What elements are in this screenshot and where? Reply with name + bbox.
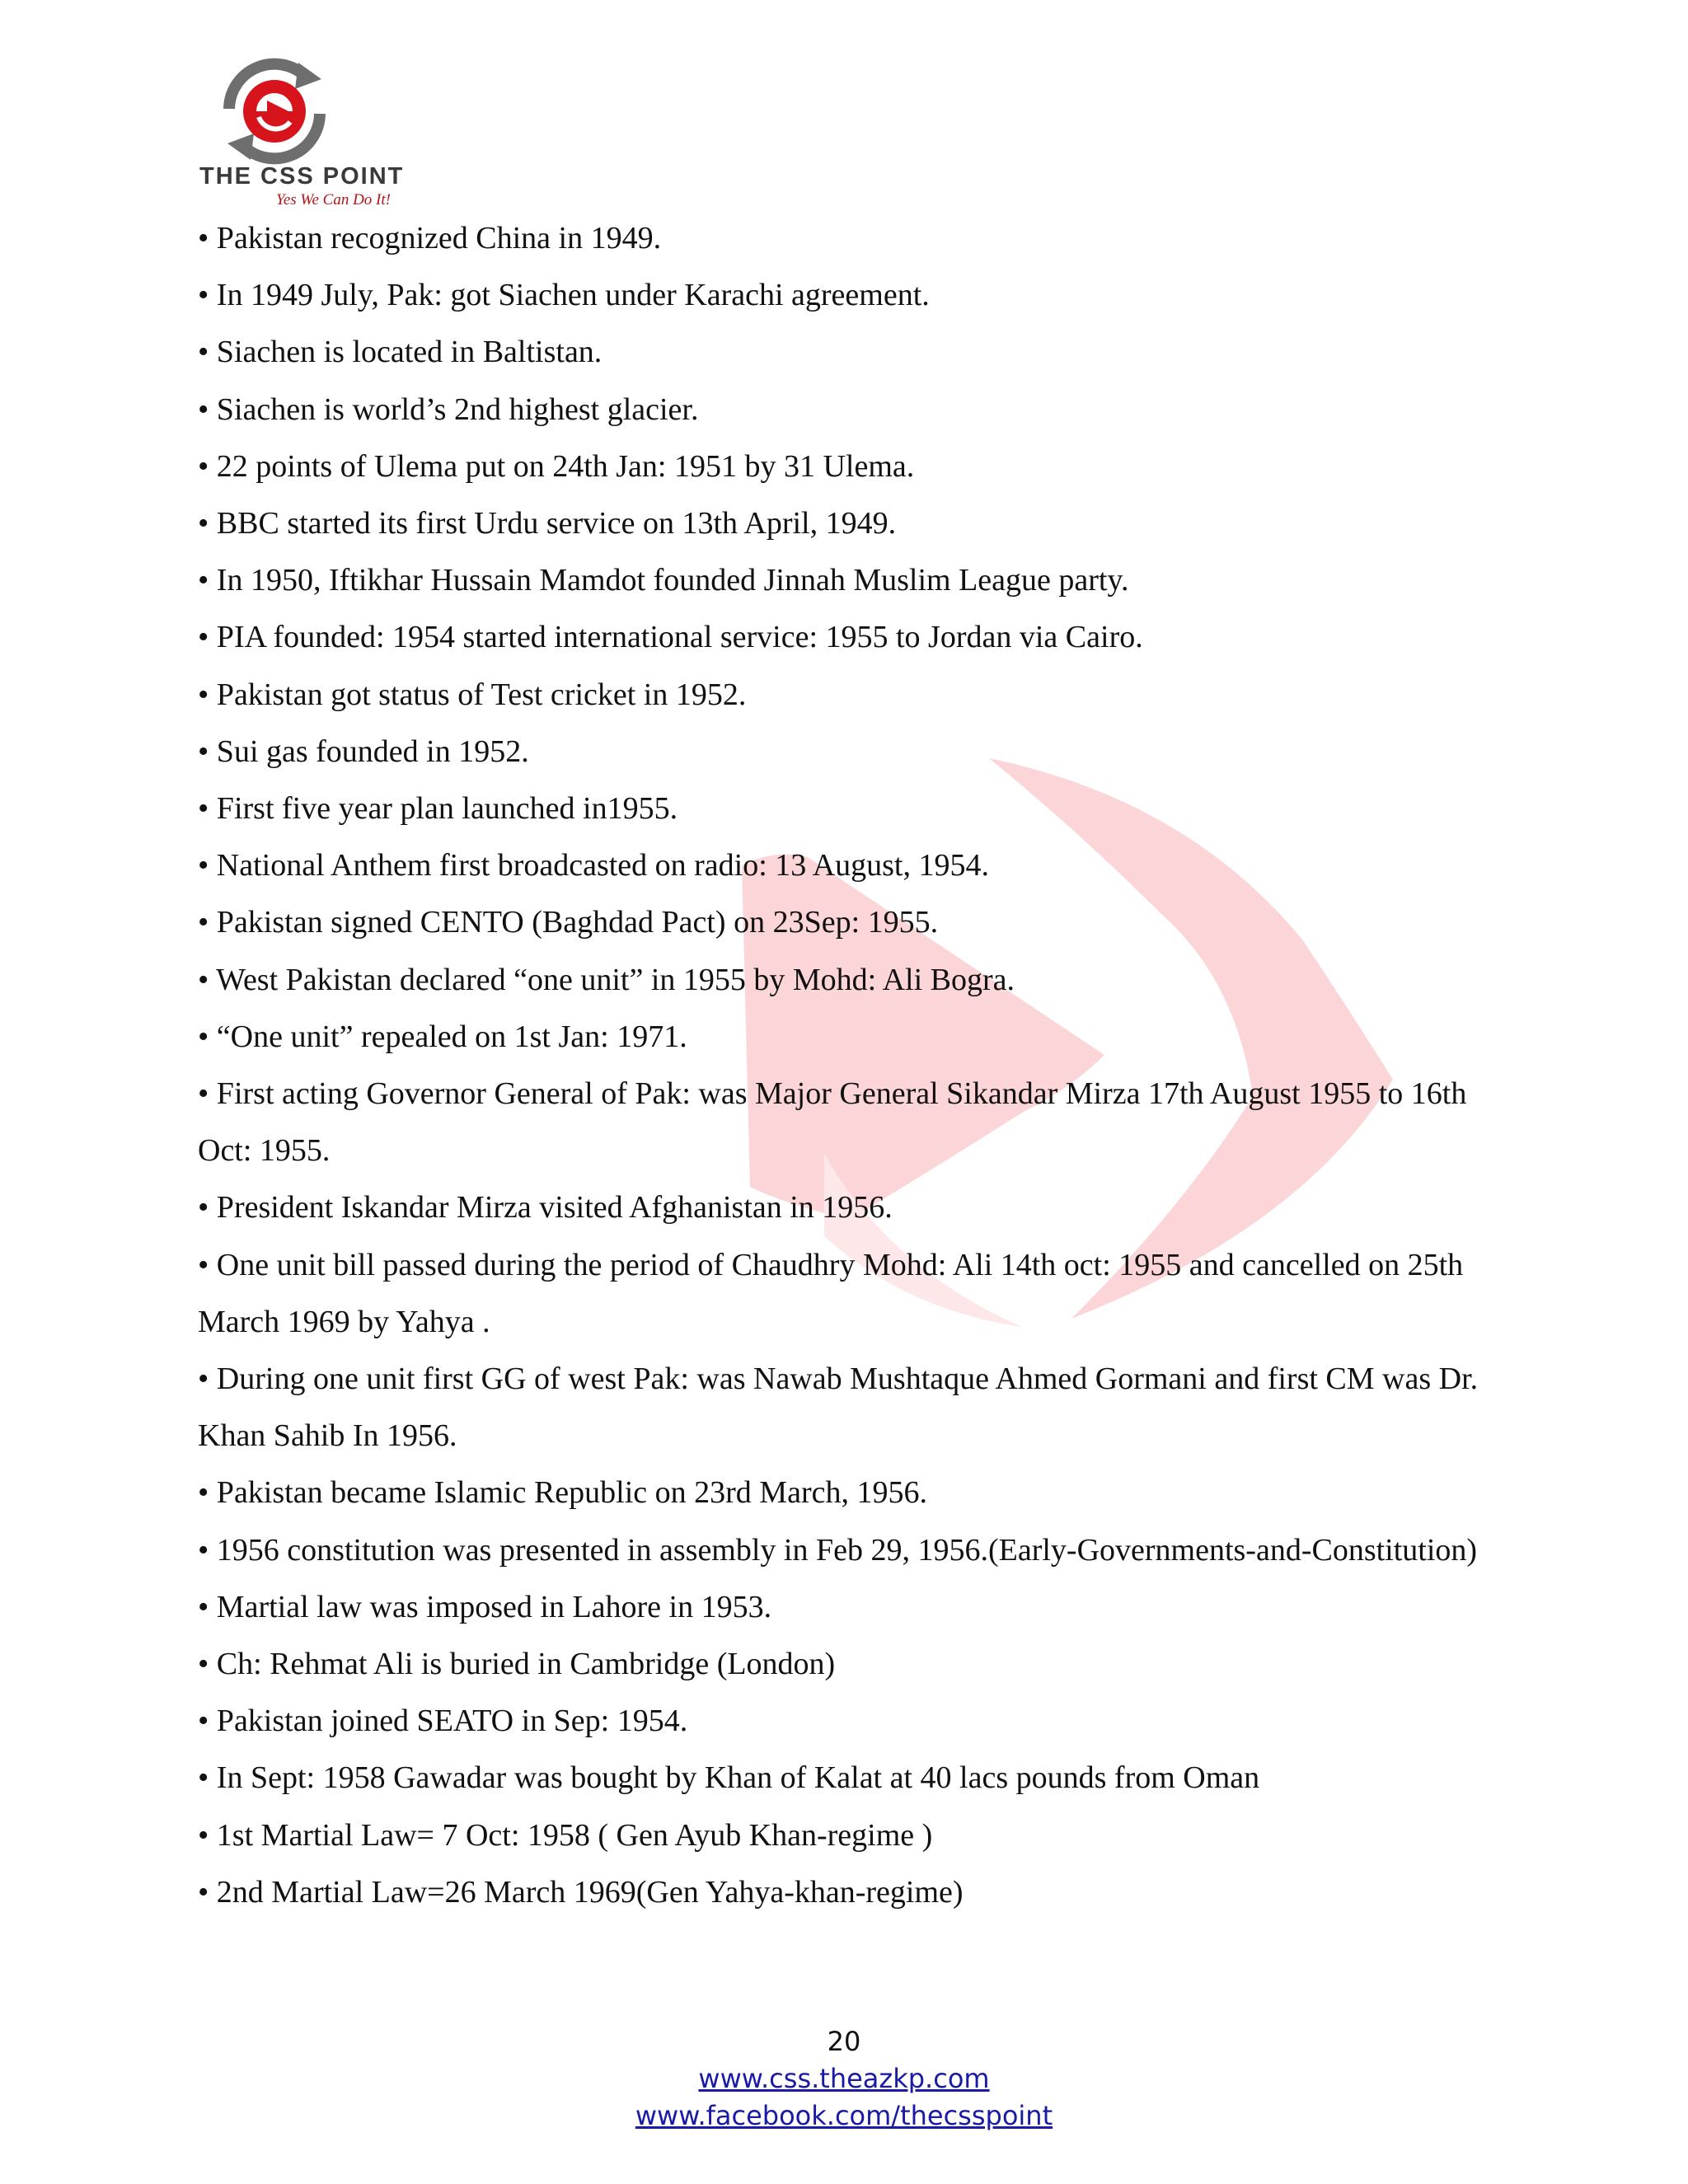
list-item: • First five year plan launched in1955. xyxy=(198,791,678,827)
list-item: • BBC started its first Urdu service on 13th April, 1949. xyxy=(198,506,897,541)
list-item: • Sui gas founded in 1952. xyxy=(198,733,529,769)
list-item: • “One unit” repealed on 1st Jan: 1971. xyxy=(198,1019,687,1054)
list-item: • 1956 constitution was presented in assembly in Feb 29, 1956.(Early-Governments-and-Constitution) xyxy=(198,1532,1478,1568)
list-item: • 22 points of Ulema put on 24th Jan: 1951 by 31 Ulema. xyxy=(198,448,915,484)
list-item: • Pakistan recognized China in 1949. xyxy=(198,221,662,255)
list-item: • One unit bill passed during the period of Chaudhry Mohd: Ali 14th oct: 1955 and cancelled on 25th March 1969 by Yahya . xyxy=(198,1247,1464,1339)
list-item: • Ch: Rehmat Ali is buried in Cambridge (London) xyxy=(198,1647,836,1682)
list-item: • National Anthem first broadcasted on radio: 13 August, 1954. xyxy=(198,848,989,883)
list-item: • President Iskandar Mirza visited Afghanistan in 1956. xyxy=(198,1190,893,1226)
list-item: • Siachen is located in Baltistan. xyxy=(198,335,603,370)
page-footer xyxy=(0,2023,1688,2135)
page-number: 20 xyxy=(827,2026,861,2057)
brand-logo xyxy=(198,58,437,214)
website-link[interactable]: www.css.theazkp.com xyxy=(698,2063,990,2094)
list-item: • Martial law was imposed in Lahore in 1953. xyxy=(198,1589,772,1624)
list-item: • In 1950, Iftikhar Hussain Mamdot founded Jinnah Muslim League party. xyxy=(198,563,1129,598)
list-item: • First acting Governor General of Pak: was Major General Sikandar Mirza 17th August 1955 to 16th Oct: 1955. xyxy=(198,1076,1467,1169)
list-item: • During one unit first GG of west Pak: was Nawab Mushtaque Ahmed Gormani and first CM was Dr. Khan Sahib In 1956. xyxy=(198,1361,1479,1454)
logo-tagline: Yes We Can Do It! xyxy=(276,191,391,209)
list-item: • Pakistan signed CENTO (Baghdad Pact) on 23Sep: 1955. xyxy=(198,905,939,940)
css-point-logo-icon xyxy=(213,58,336,165)
list-item: • 2nd Martial Law=26 March 1969(Gen Yahya-khan-regime) xyxy=(198,1874,964,1910)
bullet-list xyxy=(198,210,1484,1921)
logo-title: THE CSS POINT xyxy=(199,163,405,190)
list-item: • Pakistan joined SEATO in Sep: 1954. xyxy=(198,1704,688,1739)
list-item: • In 1949 July, Pak: got Siachen under Karachi agreement. xyxy=(198,278,930,313)
list-item: • Siachen is world’s 2nd highest glacier. xyxy=(198,391,699,427)
facebook-link[interactable]: www.facebook.com/thecsspoint xyxy=(635,2100,1053,2131)
list-item: • 1st Martial Law= 7 Oct: 1958 ( Gen Ayub Khan-regime ) xyxy=(198,1817,933,1853)
list-item: • In Sept: 1958 Gawadar was bought by Khan of Kalat at 40 lacs pounds from Oman xyxy=(198,1760,1260,1796)
list-item: • West Pakistan declared “one unit” in 1955 by Mohd: Ali Bogra. xyxy=(198,962,1015,997)
list-item: • Pakistan got status of Test cricket in 1952. xyxy=(198,677,747,712)
list-item: • PIA founded: 1954 started international service: 1955 to Jordan via Cairo. xyxy=(198,620,1143,655)
list-item: • Pakistan became Islamic Republic on 23rd March, 1956. xyxy=(198,1475,927,1511)
